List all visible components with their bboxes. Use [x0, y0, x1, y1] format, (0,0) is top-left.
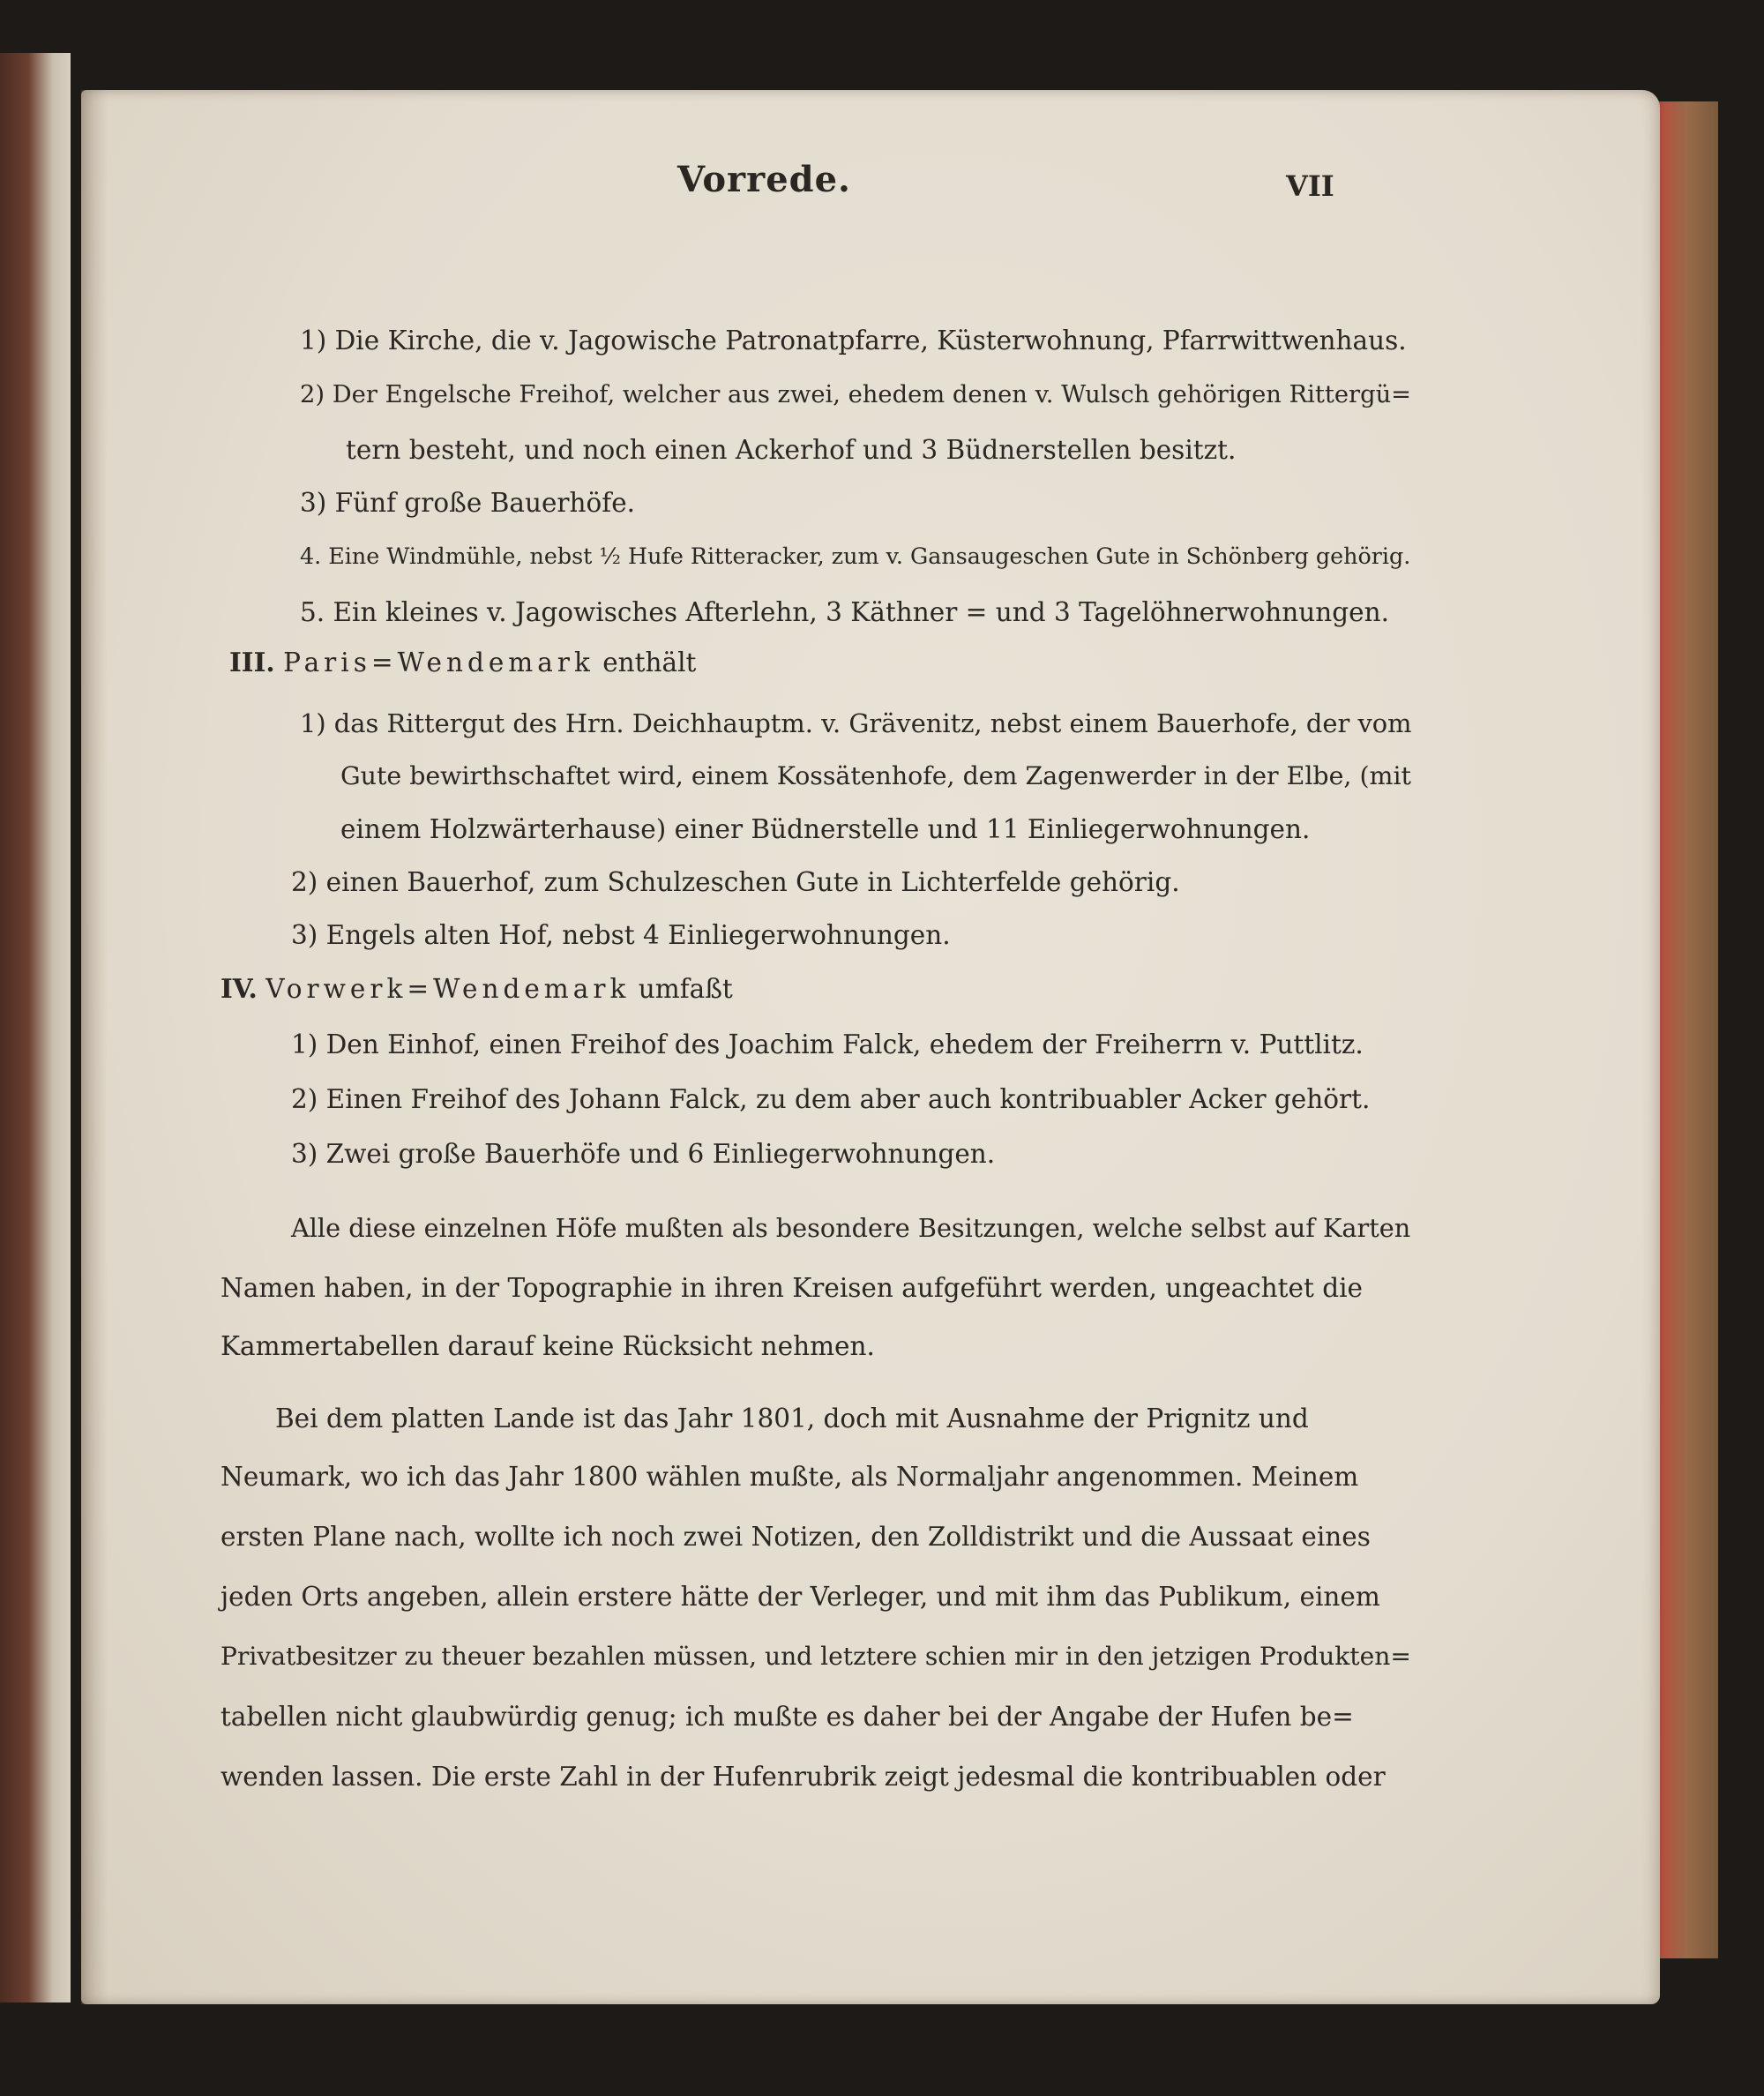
paragraph-line: Privatbesitzer zu theuer bezahlen müssen, und letztere schien mir in den jetzigen Produkten= [220, 1642, 1411, 1671]
page-header-title: Vorrede. [677, 159, 851, 200]
section-heading-iii [229, 649, 696, 677]
list-item: 1) Den Einhof, einen Freihof des Joachim Falck, ehedem der Freiherrn v. Puttlitz. [291, 1029, 1364, 1059]
list-item-continuation: einem Holzwärterhause) einer Büdnerstelle und 11 Einliegerwohnungen. [340, 814, 1311, 844]
list-item: 2) Einen Freihof des Johann Falck, zu dem aber auch kontribuabler Acker gehört. [291, 1084, 1371, 1114]
section-number: III. [229, 647, 275, 677]
section-number: IV. [220, 973, 258, 1004]
list-item-continuation: tern besteht, und noch einen Ackerhof und 3 Büdnerstellen besitzt. [346, 435, 1237, 465]
list-item: 2) Der Engelsche Freihof, welcher aus zwei, ehedem denen v. Wulsch gehörigen Rittergü= [300, 381, 1412, 408]
section-name: Paris=Wendemark [283, 648, 594, 677]
book-cover-left [0, 53, 71, 2002]
list-item: 1) das Rittergut des Hrn. Deichhauptm. v. Grävenitz, nebst einem Bauerhofe, der vom [300, 708, 1412, 738]
list-item: 3) Zwei große Bauerhöfe und 6 Einliegerwohnungen. [291, 1139, 996, 1169]
paragraph-line: Neumark, wo ich das Jahr 1800 wählen mußte, als Normaljahr angenommen. Meinem [220, 1462, 1359, 1492]
list-item: 1) Die Kirche, die v. Jagowische Patronatpfarre, Küsterwohnung, Pfarrwittwenhaus. [300, 326, 1407, 356]
paragraph-line: Namen haben, in der Topographie in ihren Kreisen aufgeführt werden, ungeachtet die [220, 1273, 1364, 1303]
list-item-continuation: Gute bewirthschaftet wird, einem Kossätenhofe, dem Zagenwerder in der Elbe, (mit [340, 761, 1411, 790]
page-number: VII [1286, 169, 1334, 203]
paragraph-line: wenden lassen. Die erste Zahl in der Hufenrubrik zeigt jedesmal die kontribuablen oder [220, 1762, 1386, 1792]
list-item: 3) Engels alten Hof, nebst 4 Einliegerwohnungen. [291, 920, 951, 950]
paragraph-line: ersten Plane nach, wollte ich noch zwei Notizen, den Zolldistrikt und die Aussaat eines [220, 1522, 1371, 1552]
list-item: 4. Eine Windmühle, nebst ½ Hufe Ritteracker, zum v. Gansaugeschen Gute in Schönberg gehörig. [300, 543, 1411, 569]
list-item: 3) Fünf große Bauerhöfe. [300, 488, 636, 518]
paragraph-line: Bei dem platten Lande ist das Jahr 1801, doch mit Ausnahme der Prignitz und [275, 1404, 1309, 1434]
paragraph-line: Alle diese einzelnen Höfe mußten als besondere Besitzungen, welche selbst auf Karten [291, 1213, 1411, 1243]
section-name: Vorwerk=Wendemark [265, 974, 631, 1004]
section-verb: umfaßt [638, 974, 733, 1004]
section-verb: enthält [602, 648, 697, 677]
paragraph-line: tabellen nicht glaubwürdig genug; ich mußte es daher bei der Angabe der Hufen be= [220, 1702, 1354, 1732]
paragraph-line: jeden Orts angeben, allein erstere hätte der Verleger, und mit ihm das Publikum, einem [220, 1582, 1380, 1612]
list-item: 5. Ein kleines v. Jagowisches Afterlehn, 3 Käthner = und 3 Tagelöhnerwohnungen. [300, 597, 1389, 627]
list-item: 2) einen Bauerhof, zum Schulzeschen Gute in Lichterfelde gehörig. [291, 867, 1180, 897]
page-gutter-shadow [81, 90, 108, 2004]
paragraph-line: Kammertabellen darauf keine Rücksicht nehmen. [220, 1331, 875, 1361]
section-heading-iv [220, 973, 733, 1004]
